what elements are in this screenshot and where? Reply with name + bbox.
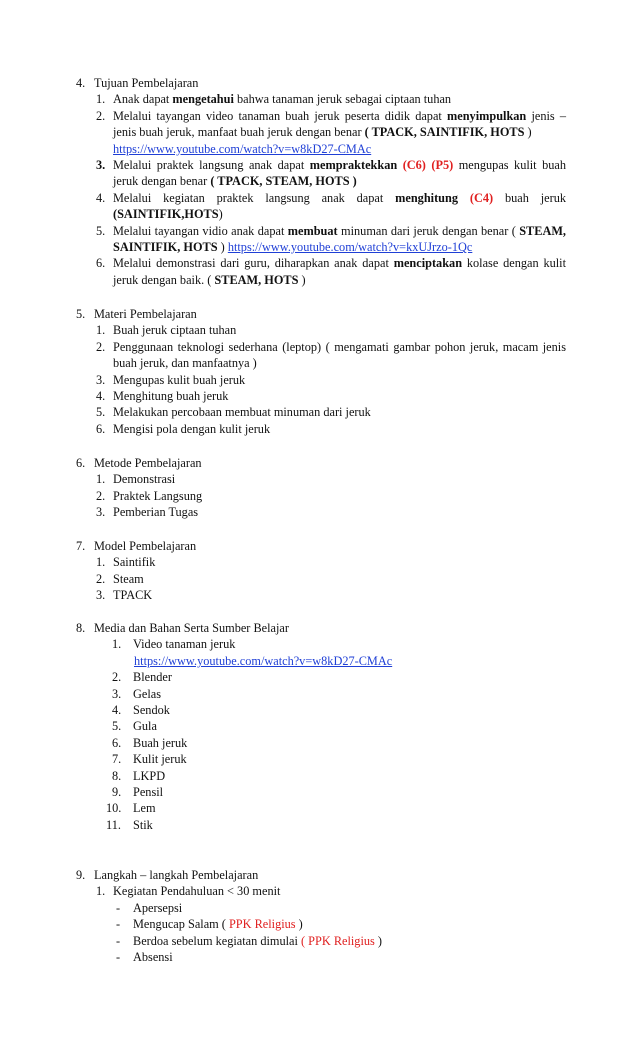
list-item	[76, 718, 566, 734]
text-span: Gula	[133, 719, 157, 734]
text-span: Gelas	[133, 686, 161, 701]
list-item	[76, 504, 566, 520]
text-span: 2.	[96, 488, 106, 503]
text-span: 3.	[112, 686, 122, 701]
text-span: 10.	[106, 801, 122, 816]
text-span: Menghitung buah jeruk	[113, 389, 229, 404]
section-materi-pembelajaran	[76, 306, 566, 437]
text-span: kolase dengan kulit jeruk dengan baik. (	[113, 256, 566, 287]
text-span: 1.	[96, 92, 106, 107]
section-title: Metode Pembelajaran	[94, 456, 202, 470]
text-span: 11.	[106, 817, 121, 832]
text-span: Lem	[133, 801, 156, 816]
text-span: Mengupas kulit buah jeruk	[113, 372, 246, 387]
text-span: 4.	[112, 703, 122, 718]
text-span: 1.	[96, 472, 106, 487]
section-model-pembelajaran	[76, 538, 566, 604]
text-span: ( TPACK, SAINTIFIK, HOTS	[364, 125, 525, 140]
list-item	[76, 372, 566, 388]
list-item	[76, 735, 566, 751]
text-span: Melakukan percobaan membuat minuman dari jeruk	[113, 405, 371, 420]
text-span: 6.	[96, 256, 106, 271]
text-span: jenis – jenis buah jeruk, manfaat buah jeruk dengan benar	[113, 108, 566, 140]
text-span: Buah jeruk ciptaan tuhan	[113, 323, 237, 338]
list-item	[76, 488, 566, 504]
text-span: (C6) (P5)	[402, 158, 454, 173]
text-span: 8.	[112, 768, 122, 783]
video-link[interactable]: https://www.youtube.com/watch?v=kxUJrzo-1Qc	[227, 240, 473, 255]
text-span: menyimpulkan	[447, 108, 527, 123]
text-span: Berdoa sebelum kegiatan dimulai	[133, 933, 302, 948]
video-link-row	[76, 653, 566, 669]
list-item	[76, 800, 566, 816]
list-item	[76, 471, 566, 487]
text-span	[458, 191, 470, 205]
list-item	[76, 669, 566, 685]
text-span: Blender	[133, 670, 172, 685]
text-span: -	[116, 900, 121, 915]
text-span: 4.	[96, 389, 106, 404]
list-item	[76, 587, 566, 603]
subsection-title	[76, 883, 566, 899]
text-span: membuat	[287, 223, 338, 238]
list-item	[76, 571, 566, 587]
text-span: mengupas kulit buah jeruk dengan benar	[113, 158, 566, 189]
list-item	[76, 91, 566, 107]
text-span: Stik	[133, 817, 153, 832]
text-span: Penggunaan teknologi sederhana (leptop) ( mengamati gambar pohon jeruk, macam jenis buah jeruk, dan manfaatnya )	[113, 339, 566, 371]
text-span: Absensi	[133, 950, 173, 965]
text-span: 9.	[112, 785, 122, 800]
list-item	[76, 157, 566, 190]
text-span: menciptakan	[393, 256, 463, 271]
text-span: (SAINTIFIK,HOTS	[113, 207, 219, 222]
text-span: Pemberian Tugas	[113, 505, 199, 520]
section-number: 6.	[76, 456, 86, 470]
text-span: 2.	[96, 108, 106, 123]
text-span: LKPD	[133, 768, 166, 783]
text-span: Pensil	[133, 785, 164, 800]
list-item	[76, 223, 566, 256]
text-span: 1.	[96, 323, 106, 338]
text-span: Sendok	[133, 703, 170, 718]
list-item	[76, 636, 566, 652]
section-number: 9.	[76, 868, 86, 882]
list-item	[76, 190, 566, 223]
list-item	[76, 421, 566, 437]
list-item	[76, 768, 566, 784]
text-span: 6.	[112, 735, 122, 750]
text-span: Kulit jeruk	[133, 752, 187, 767]
text-span: -	[116, 933, 121, 948]
text-span: )	[374, 933, 382, 948]
text-span: Steam	[113, 571, 144, 586]
section-title: Model Pembelajaran	[94, 539, 197, 553]
text-span: Melalui demonstrasi dari guru, diharapkan anak dapat	[113, 256, 394, 271]
video-link[interactable]: https://www.youtube.com/watch?v=w8kD27-CMAc	[113, 141, 372, 156]
list-item	[76, 388, 566, 404]
text-span: )	[298, 272, 306, 287]
list-item	[76, 108, 566, 157]
text-span: mempraktekkan	[309, 158, 398, 173]
text-span: Melalui kegiatan praktek langsung anak dapat	[113, 190, 396, 205]
list-item	[76, 900, 566, 916]
text-span: bahwa tanaman jeruk sebagai ciptaan tuhan	[233, 92, 452, 107]
text-span: -	[116, 950, 121, 965]
video-link[interactable]: https://www.youtube.com/watch?v=w8kD27-CMAc	[134, 653, 393, 668]
section-number: 5.	[76, 307, 86, 321]
list-item	[76, 255, 566, 288]
text-span: 2.	[112, 670, 122, 685]
section-title: Tujuan Pembelajaran	[94, 76, 199, 90]
list-item	[76, 404, 566, 420]
text-span: STEAM, HOTS	[214, 272, 299, 287]
text-span: mengetahui	[172, 92, 234, 107]
section-media-bahan	[76, 620, 566, 833]
text-span: 6.	[96, 421, 106, 436]
text-span: 7.	[112, 752, 122, 767]
text-span: 3.	[96, 588, 106, 603]
text-span: Video tanaman jeruk	[133, 637, 236, 652]
text-span: Demonstrasi	[113, 472, 176, 487]
section-title: Materi Pembelajaran	[94, 307, 197, 321]
text-span: Kegiatan Pendahuluan < 30 menit	[113, 884, 281, 899]
text-span: Mengisi pola dengan kulit jeruk	[113, 421, 271, 436]
text-span: ( PPK Religius	[301, 933, 375, 948]
text-span: Anak dapat	[113, 92, 173, 107]
text-span: )	[295, 917, 303, 932]
text-span: TPACK	[113, 588, 153, 603]
list-item	[76, 916, 566, 932]
section-number: 7.	[76, 539, 86, 553]
text-span: 5.	[96, 223, 106, 238]
text-span: Melalui praktek langsung anak dapat	[113, 158, 310, 173]
list-item	[76, 933, 566, 949]
section-langkah-pembelajaran	[76, 867, 566, 965]
text-span: 1.	[112, 637, 122, 652]
text-span: -	[116, 917, 121, 932]
text-span: 3.	[96, 505, 106, 520]
text-span: )	[524, 125, 532, 140]
text-span: minuman dari jeruk dengan benar (	[337, 223, 520, 238]
section-title: Media dan Bahan Serta Sumber Belajar	[94, 621, 289, 635]
text-span: Melalui tayangan video tanaman buah jeruk peserta didik dapat	[113, 108, 447, 123]
list-item	[76, 817, 566, 833]
section-metode-pembelajaran	[76, 455, 566, 521]
list-item	[76, 702, 566, 718]
text-span: 2.	[96, 339, 106, 354]
text-span: menghitung	[395, 190, 459, 205]
list-item	[76, 554, 566, 570]
text-span: Apersepsi	[133, 900, 183, 915]
text-span: PPK Religius	[228, 917, 296, 932]
text-span: Mengucap Salam (	[133, 917, 229, 932]
text-span: ( TPACK, STEAM, HOTS )	[210, 174, 357, 189]
text-span: 2.	[96, 571, 106, 586]
section-number: 4.	[76, 76, 86, 90]
text-span: )	[217, 240, 228, 255]
list-item	[76, 339, 566, 372]
section-title: Langkah – langkah Pembelajaran	[94, 868, 259, 882]
text-span: 3.	[96, 372, 106, 387]
text-span: (C4)	[469, 190, 494, 205]
list-item	[76, 949, 566, 965]
list-item	[76, 322, 566, 338]
text-span: Buah jeruk	[133, 735, 188, 750]
text-span: 4.	[96, 190, 106, 205]
list-item	[76, 686, 566, 702]
section-number: 8.	[76, 621, 86, 635]
text-span: 5.	[96, 405, 106, 420]
text-span: Melalui tayangan vidio anak dapat	[113, 223, 288, 238]
section-tujuan-pembelajaran	[76, 75, 566, 288]
text-span: 1.	[96, 884, 106, 899]
list-item	[76, 784, 566, 800]
text-span: STEAM, SAINTIFIK, HOTS	[113, 223, 567, 255]
text-span: )	[218, 207, 223, 222]
text-span: 1.	[96, 555, 106, 570]
text-span: Praktek Langsung	[113, 488, 203, 503]
text-span: Saintifik	[113, 555, 156, 570]
text-span: 3.	[96, 158, 106, 173]
list-item	[76, 751, 566, 767]
text-span: 5.	[112, 719, 122, 734]
text-span: buah jeruk	[493, 190, 566, 205]
